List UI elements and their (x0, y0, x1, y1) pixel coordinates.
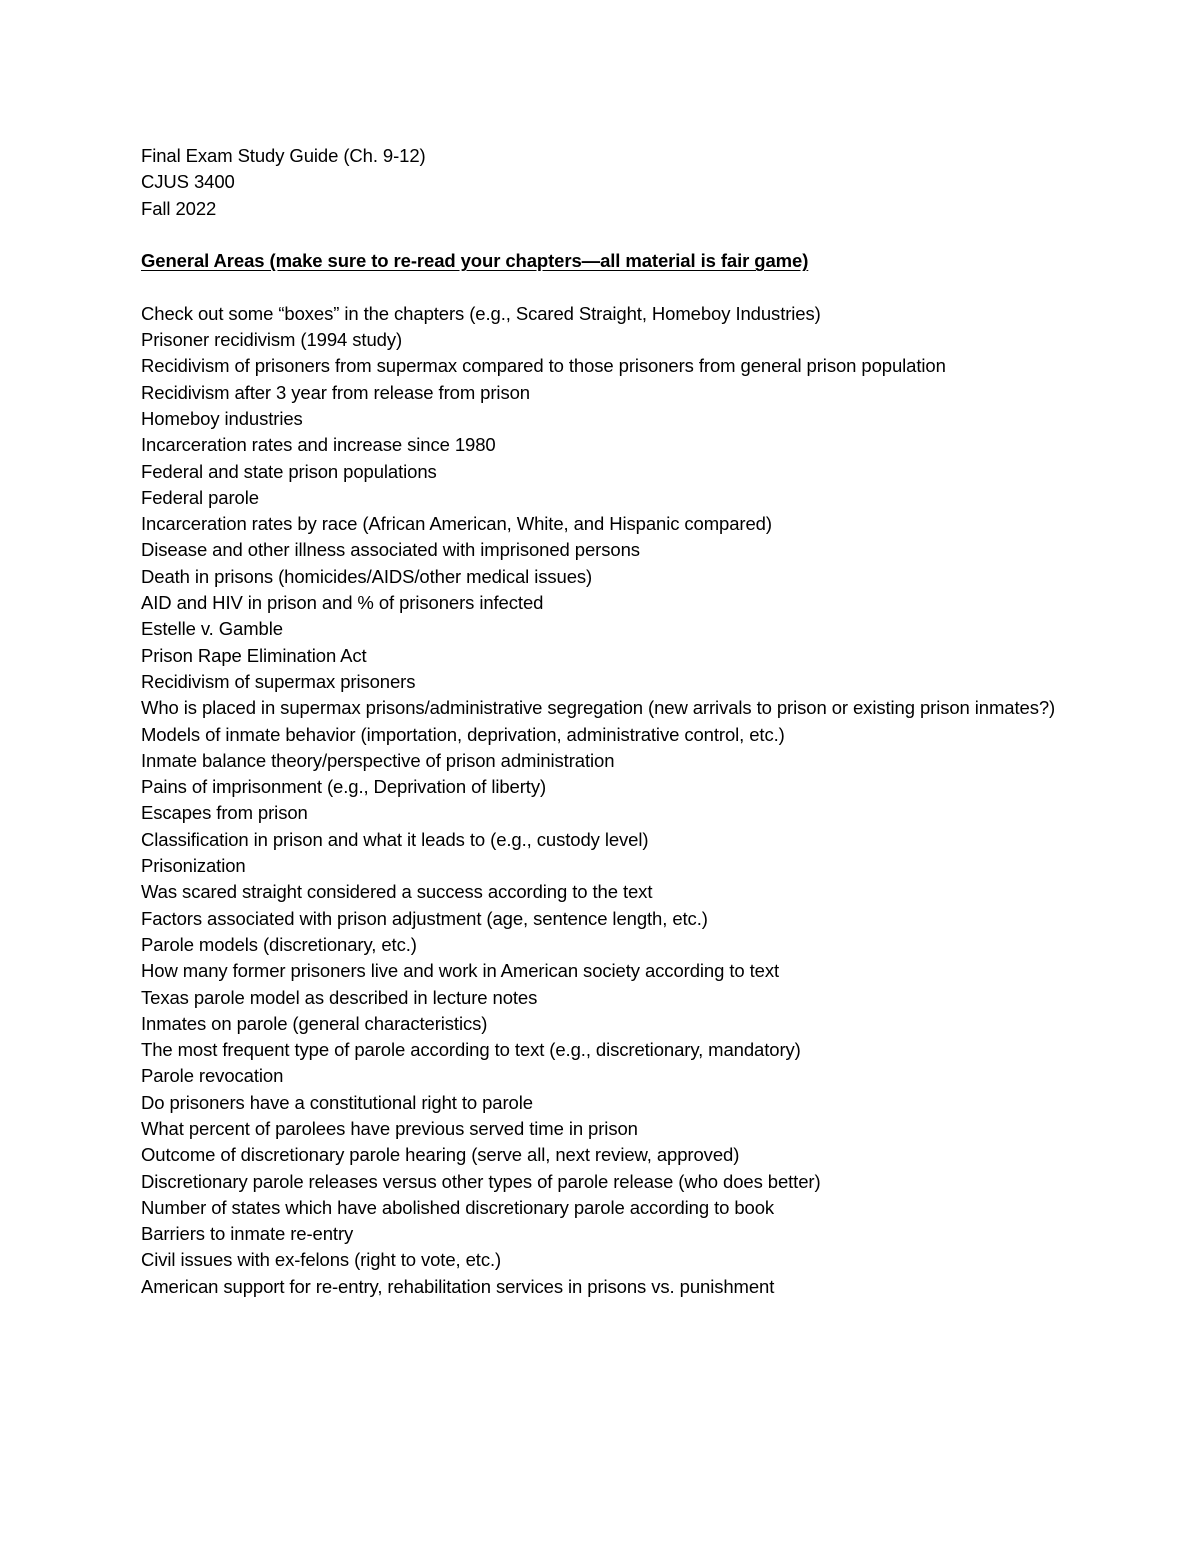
document-body (141, 143, 1081, 1300)
topic-item: Incarceration rates by race (African American, White, and Hispanic compared) (141, 513, 772, 535)
topic-item: Civil issues with ex-felons (right to vote, etc.) (141, 1249, 502, 1271)
topic-item: Estelle v. Gamble (141, 618, 283, 640)
topic-item: Texas parole model as described in lecture notes (141, 986, 538, 1008)
topic-item: Check out some “boxes” in the chapters (e.g., Scared Straight, Homeboy Industries) (141, 302, 821, 324)
spacer (141, 274, 1081, 300)
topic-item: Inmates on parole (general characteristics) (141, 1012, 488, 1034)
document-title: Final Exam Study Guide (Ch. 9-12) (141, 145, 426, 166)
topic-item: Discretionary parole releases versus other types of parole release (who does better) (141, 1170, 821, 1192)
topic-list (141, 301, 1081, 1300)
topic-item: AID and HIV in prison and % of prisoners infected (141, 592, 544, 614)
topic-item: Barriers to inmate re-entry (141, 1223, 354, 1245)
topic-item: Escapes from prison (141, 802, 308, 824)
topic-item: The most frequent type of parole according to text (e.g., discretionary, mandatory) (141, 1039, 801, 1061)
topic-item: Prisonization (141, 855, 246, 877)
section-heading: General Areas (make sure to re-read your chapters—all material is fair game) (141, 250, 809, 272)
topic-item: Pains of imprisonment (e.g., Deprivation of liberty) (141, 776, 547, 798)
topic-item: What percent of parolees have previous served time in prison (141, 1117, 638, 1139)
topic-item: Parole models (discretionary, etc.) (141, 933, 417, 955)
topic-item: Recidivism of prisoners from supermax compared to those prisoners from general prison population (141, 355, 946, 377)
topic-item: How many former prisoners live and work in American society according to text (141, 960, 780, 982)
topic-item: Inmate balance theory/perspective of prison administration (141, 749, 615, 771)
topic-item: Incarceration rates and increase since 1980 (141, 434, 496, 456)
topic-item: American support for re-entry, rehabilitation services in prisons vs. punishment (141, 1275, 775, 1297)
spacer (141, 222, 1081, 248)
topic-item: Death in prisons (homicides/AIDS/other medical issues) (141, 565, 593, 587)
topic-item: Who is placed in supermax prisons/administrative segregation (new arrivals to prison or existing prison inmates?) (141, 697, 1056, 719)
topic-item: Outcome of discretionary parole hearing (serve all, next review, approved) (141, 1144, 740, 1166)
topic-item: Was scared straight considered a success according to the text (141, 881, 653, 903)
topic-item: Prisoner recidivism (1994 study) (141, 329, 403, 351)
topic-item: Do prisoners have a constitutional right to parole (141, 1091, 533, 1113)
course-code: CJUS 3400 (141, 171, 235, 193)
topic-item: Number of states which have abolished discretionary parole according to book (141, 1196, 775, 1218)
term: Fall 2022 (141, 197, 217, 219)
topic-item: Homeboy industries (141, 407, 303, 429)
topic-item: Models of inmate behavior (importation, deprivation, administrative control, etc.) (141, 723, 785, 745)
topic-item: Disease and other illness associated with imprisoned persons (141, 539, 640, 561)
topic-item: Recidivism of supermax prisoners (141, 670, 416, 692)
topic-item: Prison Rape Elimination Act (141, 644, 367, 666)
topic-item: Factors associated with prison adjustment (age, sentence length, etc.) (141, 907, 708, 929)
topic-item: Federal parole (141, 486, 259, 508)
topic-item: Classification in prison and what it leads to (e.g., custody level) (141, 828, 649, 850)
topic-item: Parole revocation (141, 1065, 284, 1087)
topic-item: Recidivism after 3 year from release from prison (141, 381, 530, 403)
topic-item: Federal and state prison populations (141, 460, 437, 482)
